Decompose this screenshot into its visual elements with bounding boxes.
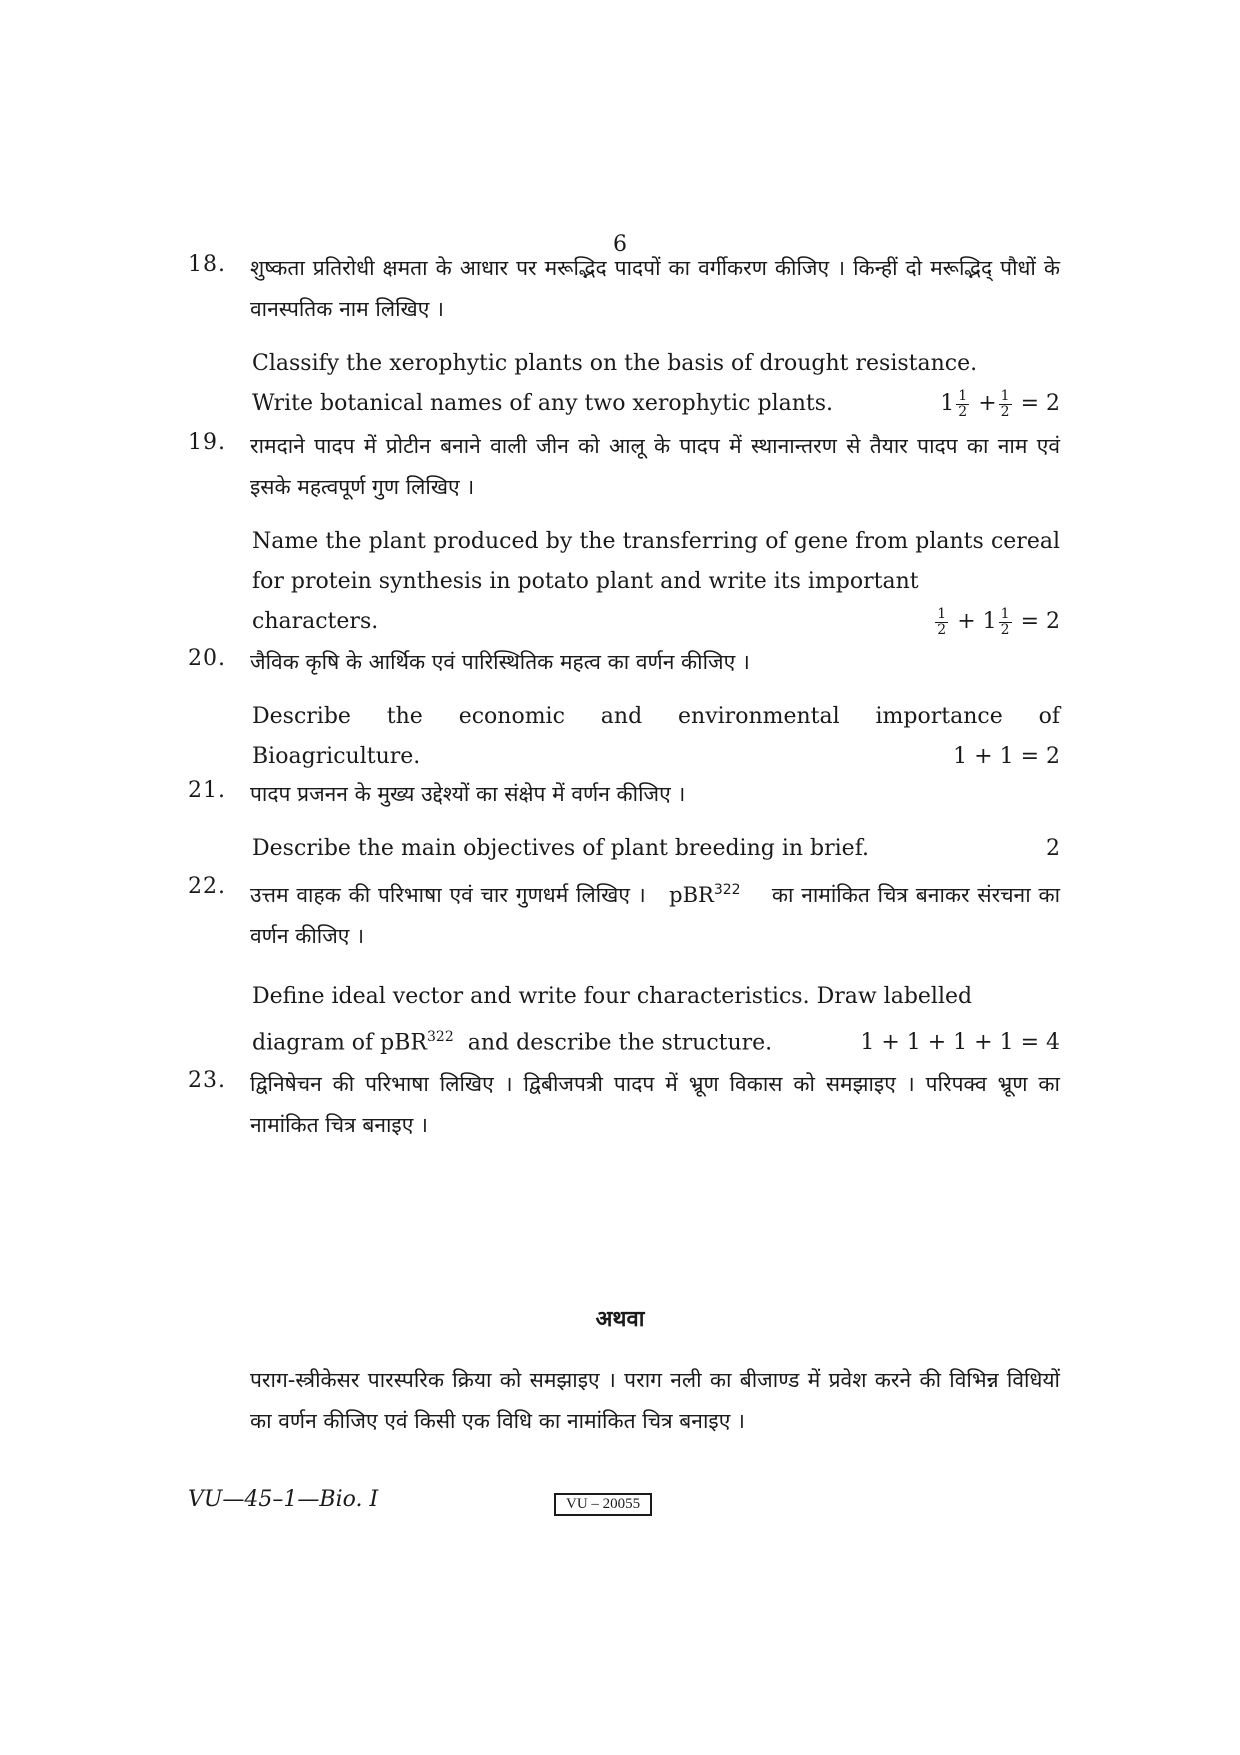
question-hindi-text: उत्तम वाहक की परिभाषा एवं चार गुणधर्म लिखिए । pBR$^{322}$ का नामांकित चित्र बनाकर संरचना का वर्णन कीजिए । [250, 882, 1061, 948]
question-number: 23. [188, 1068, 226, 1093]
question-22 [188, 870, 1060, 1063]
english-line: Describe the economic and environmental importance of [252, 704, 1060, 729]
question-english-text [252, 977, 1060, 1063]
english-line: Name the plant produced by the transferring of gene from plants cereal for protein synthesis in potato plant and write its important [252, 529, 1060, 594]
question-number: 19. [188, 430, 226, 455]
paper-code: VU—45–1—Bio. I [188, 1487, 379, 1512]
marks: 1 + 1 + 1 + 1 = 4 [860, 1030, 1060, 1056]
question-english-text [252, 522, 1060, 642]
question-english-text [252, 829, 1060, 869]
english-line: diagram of pBR$^{322}$ and describe the structure. [252, 1029, 773, 1056]
page-number: 6 [613, 232, 627, 257]
or-question [188, 1360, 1060, 1442]
marks: 1 $\frac{1}{2}$ + $\frac{1}{2}$ = 2 [940, 387, 1060, 420]
or-label: अथवा [595, 1307, 645, 1332]
question-hindi-text: पादप प्रजनन के मुख्य उद्देश्यों का संक्षेप में वर्णन कीजिए । [250, 782, 686, 806]
question-hindi-text: रामदाने पादप में प्रोटीन बनाने वाली जीन को आलू के पादप में स्थानान्तरण से तैयार पादप का नाम एवं इसके महत्वपूर्ण गुण लिखिए । [250, 434, 1060, 499]
question-hindi-text: शुष्कता प्रतिरोधी क्षमता के आधार पर मरूद्भिद पादपों का वर्गीकरण कीजिए । किन्हीं दो मरूद्भिद् पौधों के वानस्पतिक नाम लिखिए । [250, 256, 1060, 321]
question-23 [188, 1064, 1060, 1146]
question-hindi-text: द्विनिषेचन की परिभाषा लिखिए । द्विबीजपत्री पादप में भ्रूण विकास को समझाइए । परिपक्व भ्रूण का नामांकित चित्र बनाइए । [250, 1072, 1060, 1137]
question-english-text [252, 344, 1060, 424]
marks: 1 + 1 = 2 [953, 744, 1060, 769]
english-line: characters. [252, 609, 379, 634]
marks: $\frac{1}{2}$ + 1 $\frac{1}{2}$ = 2 [937, 605, 1060, 638]
question-21 [188, 774, 1060, 869]
question-number: 21. [188, 778, 226, 803]
question-number: 22. [188, 874, 226, 899]
question-20 [188, 642, 1060, 777]
english-line: Classify the xerophytic plants on the basis of drought resistance. [252, 351, 978, 376]
english-line: Bioagriculture. [252, 744, 421, 769]
question-18 [188, 248, 1060, 424]
question-number: 20. [188, 646, 226, 671]
english-line: Define ideal vector and write four characteristics. Draw labelled [252, 984, 973, 1009]
question-english-text [252, 697, 1060, 777]
question-number: 18. [188, 252, 226, 277]
question-19 [188, 426, 1060, 642]
or-question-hindi-text: पराग-स्त्रीकेसर पारस्परिक क्रिया को समझाइए । पराग नली का बीजाण्ड में प्रवेश करने की विभिन्न विधियों का वर्णन कीजिए एवं किसी एक विधि का नामांकित चित्र बनाइए । [250, 1368, 1060, 1433]
paper-serial-box: VU – 20055 [554, 1493, 652, 1516]
question-hindi-text: जैविक कृषि के आर्थिक एवं पारिस्थितिक महत्व का वर्णन कीजिए । [250, 650, 750, 674]
english-line: Write botanical names of any two xerophytic plants. [252, 391, 834, 416]
marks: 2 [1046, 836, 1060, 861]
english-line: Describe the main objectives of plant breeding in brief. [252, 836, 870, 861]
